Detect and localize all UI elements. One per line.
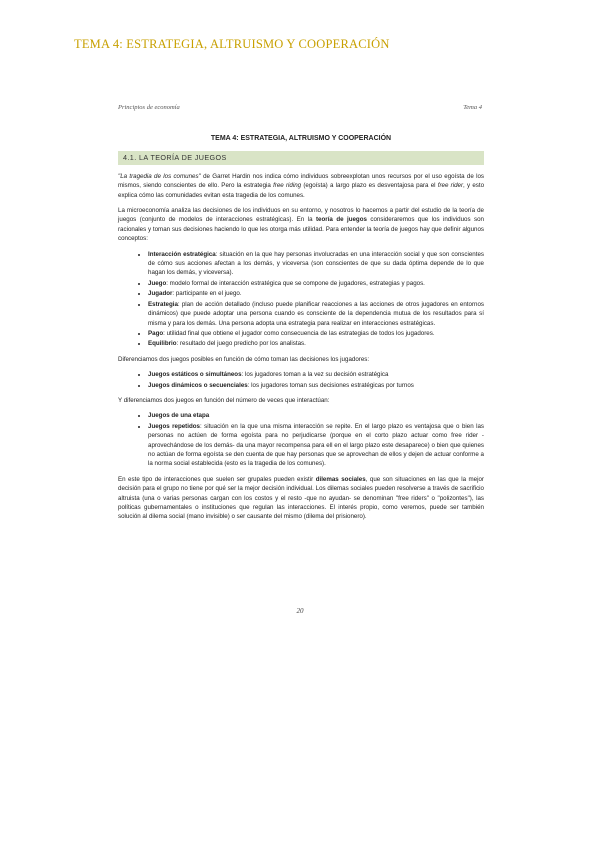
list-item xyxy=(148,381,484,390)
paragraph-game-theory xyxy=(118,206,484,244)
list-item xyxy=(148,339,484,348)
definition: : participante en el juego. xyxy=(172,290,242,298)
section-title: TEMA 4: ESTRATEGIA, ALTRUISMO Y COOPERACIÓN xyxy=(210,135,392,142)
page-number: 20 xyxy=(296,607,304,615)
text-run: teoría de juegos xyxy=(316,216,367,224)
header-right: Tema 4 xyxy=(463,104,482,111)
term: Juegos estáticos o simultáneos xyxy=(148,371,242,379)
text-run: , y esto explica cómo las comunidades evitan esta tragedia de los comunes. xyxy=(118,182,485,199)
definition: : modelo formal de interacción estratégica que se compone de jugadores, estrategias y pagos. xyxy=(166,279,425,287)
list-item xyxy=(148,279,484,288)
game-types-list xyxy=(118,370,484,390)
definition: : los jugadores toman sus decisiones estratégicas por turnos xyxy=(247,381,414,389)
term: Equilibrio xyxy=(148,340,177,348)
list-item xyxy=(148,250,484,278)
document-title: TEMA 4: ESTRATEGIA, ALTRUISMO Y COOPERACIÓN xyxy=(74,37,390,51)
list-item xyxy=(148,370,484,379)
text-run: La microeconomía analiza las decisiones de los individuos en su entorno, y nosotros lo hacemos a partir del estudio de la teoría de juegos (conjunto de modelos de interacciones estratégicas). En la xyxy=(118,207,484,224)
definition: : situación en la que una misma interacción se repite. En el largo plazo es ventajosa que o bien las personas no actúen de forma egoísta para no perjudicarse (porque en el corto plazo actuar como free rider -aprovechándose de los demás- da una mayor recompensa para ell en el largo plazo este desaparece) o bien que quienes no actúan de forma egoísta se den cuenta de que hay personas que se aprovechan de ellos y dejen de actuar conforme a la norma social establecida (esto es la tragedia de los comunes). xyxy=(148,422,484,468)
text-run: free riding xyxy=(273,182,302,190)
text-run: de Garret Hardin nos indica cómo individuos sobreexplotan unos recursos por el uso egoísta de los mismos, siendo conscientes de ello. Pero la estrategia xyxy=(118,172,484,190)
term: Juegos repetidos xyxy=(148,422,200,430)
text-run: (egoísta) a largo plazo es desventajosa para el xyxy=(301,182,438,190)
term: Pago xyxy=(148,329,164,337)
text-run: "La tragedia de los comunes" xyxy=(118,172,201,180)
text-run: consideraremos que los individuos son racionales y toman sus decisiones haciendo lo que les otorga más utilidad. Para entender la teoría de juegos hay que definir algunos conceptos: xyxy=(118,216,484,243)
list-item xyxy=(148,411,484,420)
term: Juegos dinámicos o secuenciales xyxy=(148,381,248,389)
term: Estrategia xyxy=(148,300,178,308)
concepts-list xyxy=(118,250,484,349)
definition: : plan de acción detallado (incluso puede planificar reacciones a las acciones de otros jugadores en entornos dinámicos) que puede adoptar una persona cuando es consciente de la dependencia mutua de los resultados para sí misma y para los demás. Una persona adopta una estrategia para realizar en interacciones estratégicas. xyxy=(148,300,484,327)
subsection-heading: 4.1. LA TEORÍA DE JUEGOS xyxy=(118,151,484,164)
term: Interacción estratégica xyxy=(148,250,216,258)
text-run: free rider xyxy=(437,182,464,190)
list-item xyxy=(148,329,484,338)
interaction-types-list xyxy=(118,411,484,468)
definition: : resultado del juego predicho por los analistas. xyxy=(176,340,306,348)
paragraph-tragedy xyxy=(118,172,484,200)
list-item xyxy=(148,422,484,469)
text-run: dilemas sociales xyxy=(315,475,366,483)
paragraph-interactions: Y diferenciamos dos juegos en función del número de veces que interactúan: xyxy=(118,396,330,404)
term: Jugador xyxy=(148,290,173,298)
list-item xyxy=(148,300,484,328)
paragraph-social-dilemmas xyxy=(118,475,484,522)
term: Juego xyxy=(148,279,167,287)
definition: : situación en la que hay personas involucradas en una interacción social y que son conscientes de cómo sus acciones afectan a los demás, y viceversa (son conscientes de que su dada óptima depende de lo que hagan los demás, y viceversa). xyxy=(148,250,484,277)
paragraph-game-kinds: Diferenciamos dos juegos posibles en función de cómo toman las decisiones los jugadores: xyxy=(118,355,370,363)
definition: : los jugadores toman a la vez su decisión estratégica xyxy=(241,371,389,379)
list-item xyxy=(148,289,484,298)
term: Juegos de una etapa xyxy=(148,412,210,420)
running-header xyxy=(118,104,482,111)
text-run: En este tipo de interacciones que suelen ser grupales pueden existir xyxy=(118,475,316,483)
text-run: , que son situaciones en las que la mejor decisión para el grupo no tiene por qué ser la mejor decisión individual. Los dilemas sociales pueden resolverse a través de sacrificio altruista (una o varias personas cargan con los costos y el resto -que no ayudan- se denominan "free riders" o "polizontes"), las políticas gubernamentales o instituciones que regulan las interacciones. El interés propio, como veremos, puede ser también solución al dilema social (mano invisible) o ser causante del mismo (dilema del prisionero). xyxy=(118,475,484,521)
page-content xyxy=(118,134,484,528)
definition: : utilidad final que obtiene el jugador como consecuencia de las estrategias de todos los jugadores. xyxy=(163,329,435,337)
header-left: Principios de economía xyxy=(118,104,180,111)
